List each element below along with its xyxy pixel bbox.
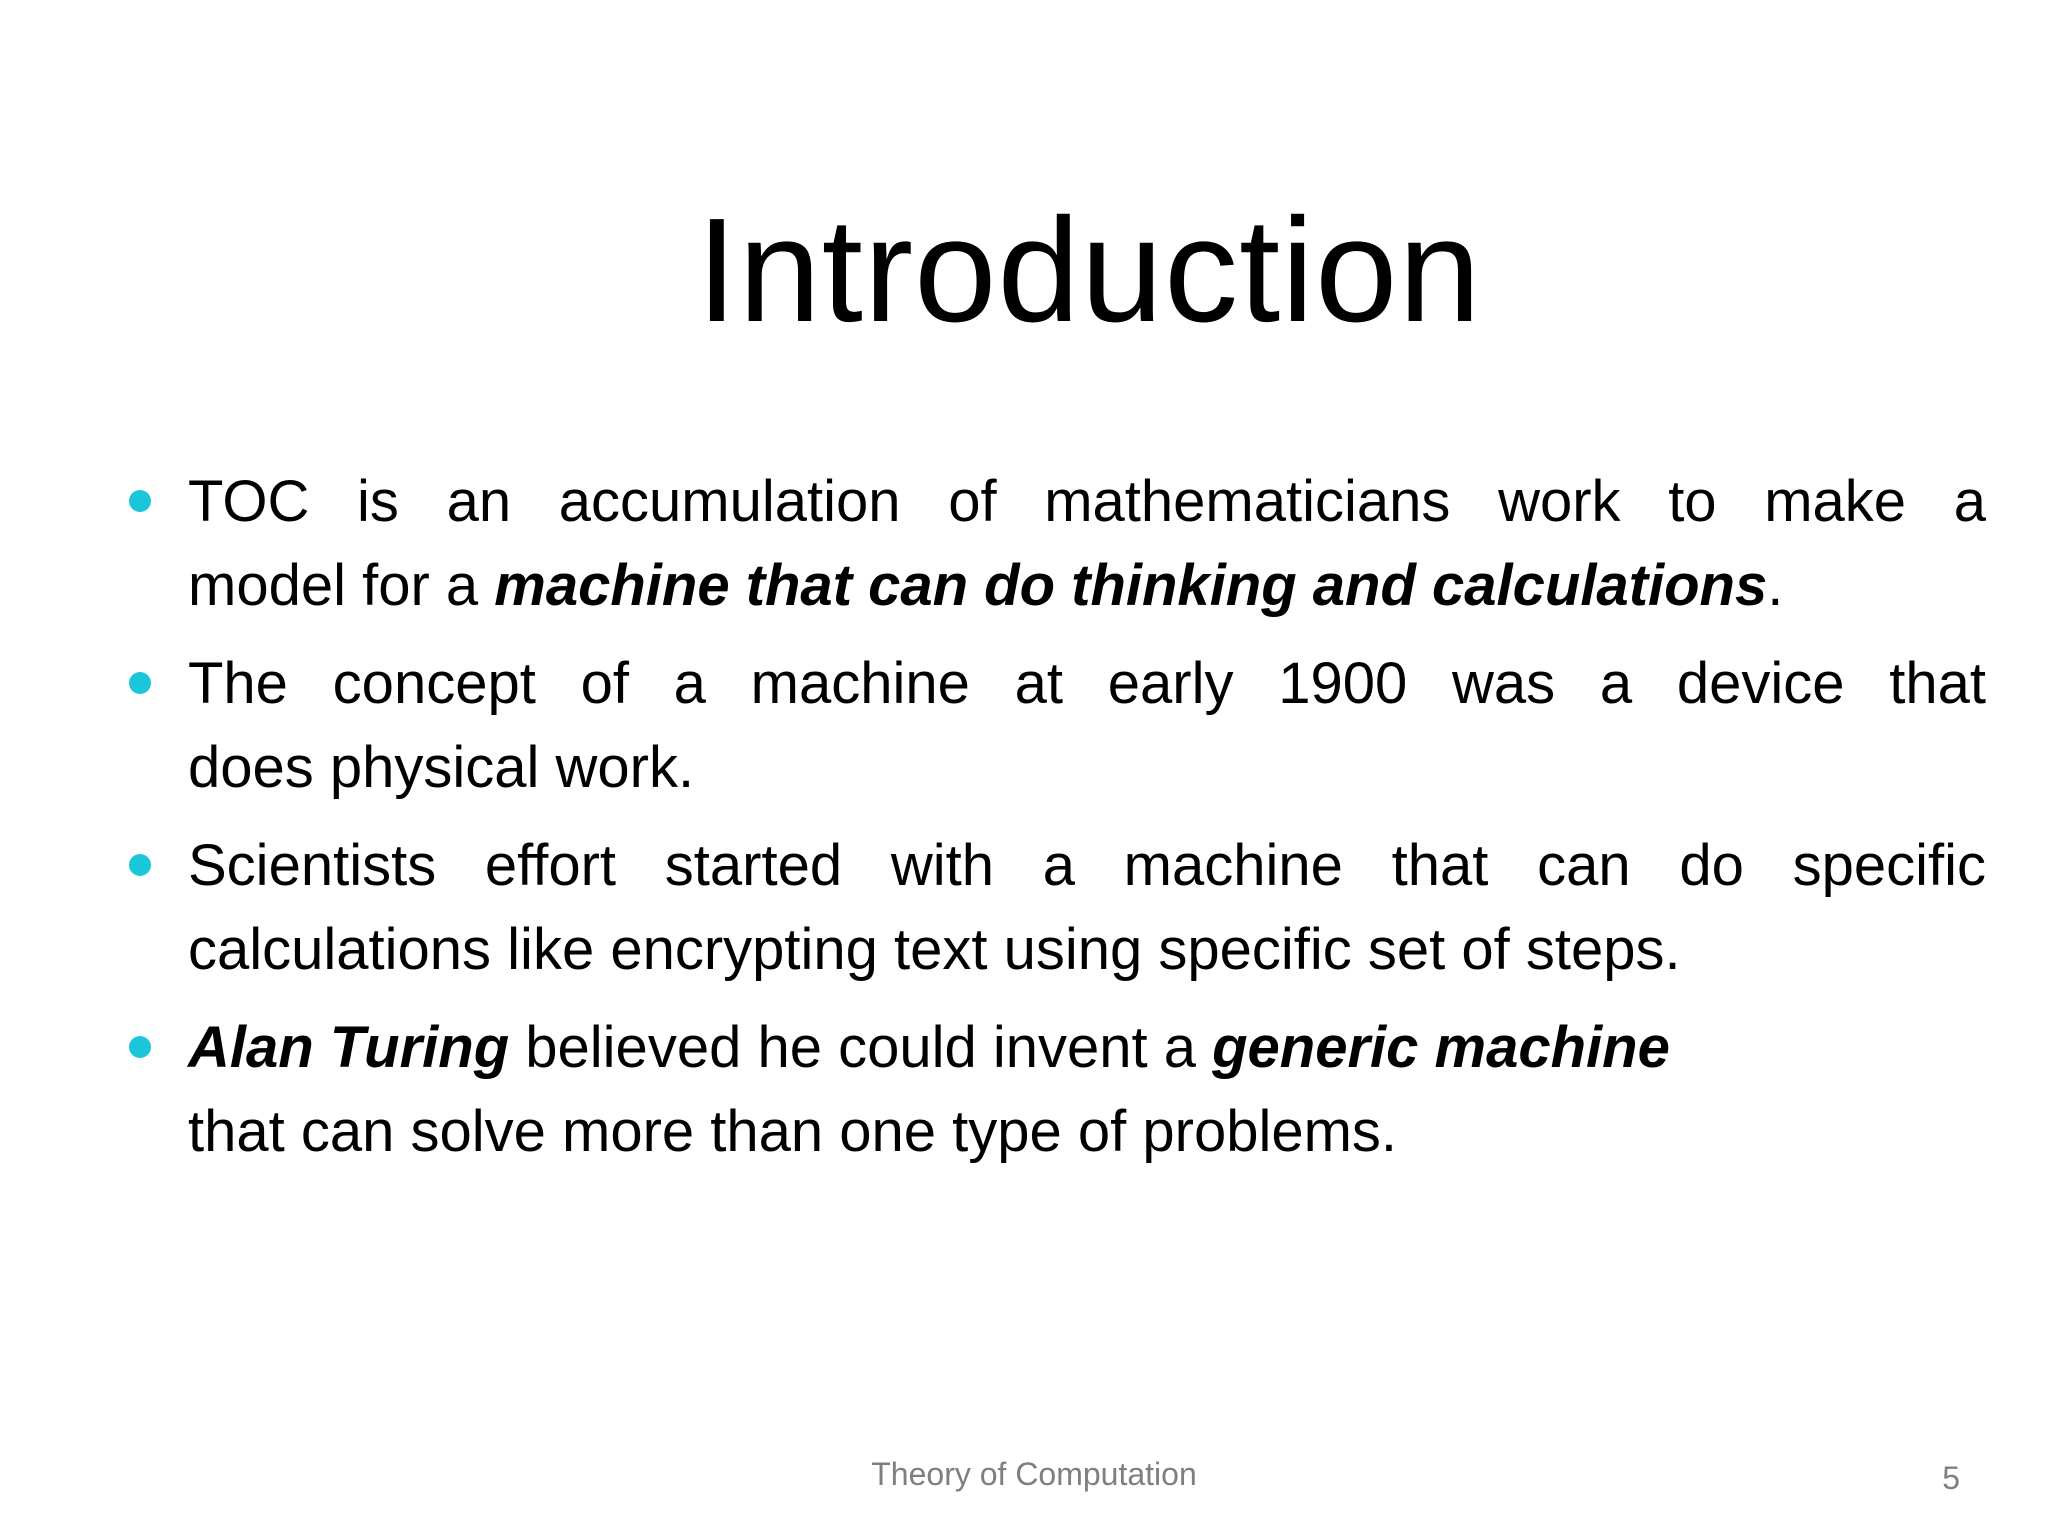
bullet-item-2 xyxy=(126,642,1986,810)
bullet-dot-icon xyxy=(129,672,151,694)
bullet-4-emphasis-name: Alan Turing xyxy=(188,1015,510,1080)
bullet-1-line-1: TOC is an accumulation of mathematicians work to make a xyxy=(188,469,1986,534)
bullet-4-line-2: that can solve more than one type of problems. xyxy=(188,1099,1398,1164)
bullet-item-3 xyxy=(126,824,1986,992)
slide-title: Introduction xyxy=(696,188,1482,353)
bullet-dot-icon xyxy=(129,854,151,876)
bullet-item-4 xyxy=(126,1006,1986,1174)
bullet-dot-icon xyxy=(129,490,151,512)
bullet-3-line-1: Scientists effort started with a machine that can do specific xyxy=(188,833,1986,898)
bullet-2-line-2: does physical work. xyxy=(188,735,695,800)
footer-text: Theory of Computation xyxy=(871,1456,1197,1492)
bullet-dot-icon xyxy=(129,1036,151,1058)
bullet-item-1 xyxy=(126,460,1986,628)
bullet-3-line-2: calculations like encrypting text using specific set of steps. xyxy=(188,917,1681,982)
bullet-2-line-1: The concept of a machine at early 1900 was a device that xyxy=(188,651,1986,716)
bullet-1-line-2-suffix: . xyxy=(1767,553,1784,618)
bullet-1-line-2-prefix: model for a xyxy=(188,553,495,618)
bullet-1-line-2 xyxy=(188,544,1986,628)
bullet-4-line-1 xyxy=(188,1006,1986,1090)
bullet-4-line-1-middle: believed he could invent a xyxy=(509,1015,1213,1080)
page-number: 5 xyxy=(1942,1460,1960,1496)
bullet-4-emphasis-machine: generic machine xyxy=(1212,1015,1670,1080)
bullet-list xyxy=(126,460,1986,1188)
bullet-1-emphasis: machine that can do thinking and calculations xyxy=(494,553,1768,618)
